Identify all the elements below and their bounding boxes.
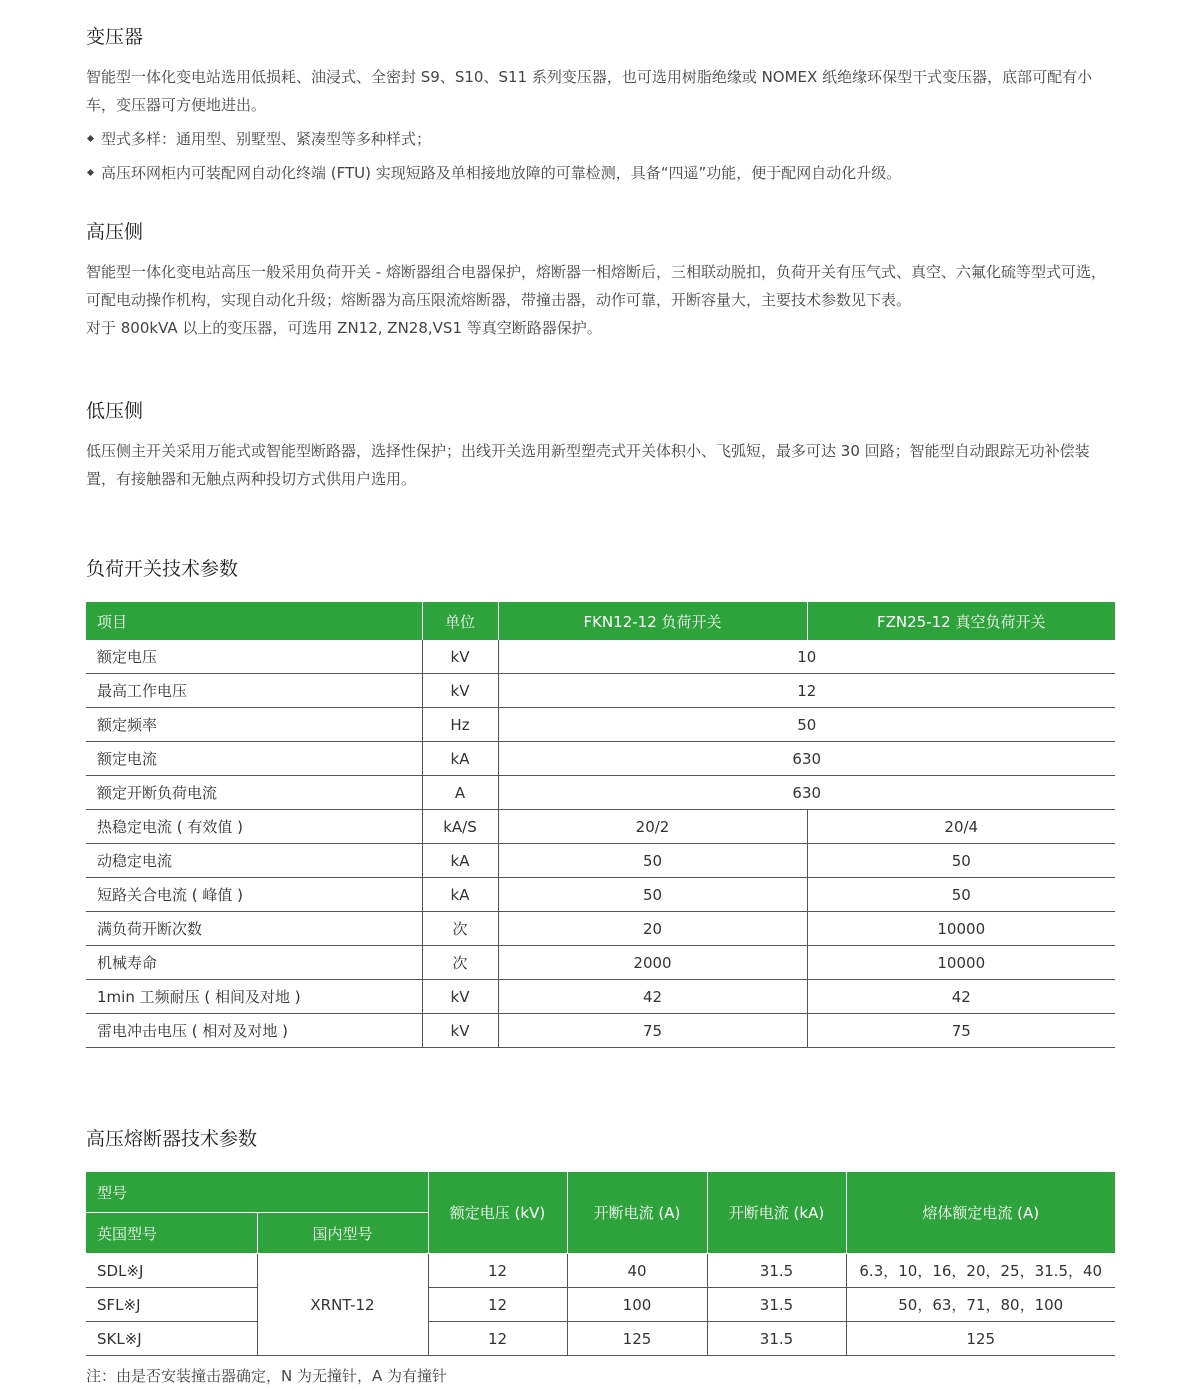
hv-side-paragraph: 智能型一体化变电站高压一般采用负荷开关 - 熔断器组合电器保护，熔断器一相熔断后，三相联动脱扣，负荷开关有压气式、真空、六氟化硫等型式可选，可配电动操作机构，实现自动化升级；熔断器为高压限流熔断器，带撞击器，动作可靠，开断容量大，主要技术参数见下表。	[86, 263, 1106, 309]
table-row: 热稳定电流 ( 有效值 ) kA/S 20/2 20/4	[86, 810, 1115, 844]
table-row: 短路关合电流 ( 峰值 ) kA 50 50	[86, 878, 1115, 912]
lv-side-paragraph: 低压侧主开关采用万能式或智能型断路器，选择性保护；出线开关选用新型塑壳式开关体积小、飞弧短，最多可达 30 回路；智能型自动跟踪无功补偿装置，有接触器和无触点两种投切方式供用户选用。	[86, 442, 1090, 488]
header-voltage: 额定电压 (kV)	[428, 1172, 567, 1254]
header-break-ka: 开断电流 (kA)	[707, 1172, 846, 1254]
table-row: 满负荷开断次数 次 20 10000	[86, 912, 1115, 946]
table-row: 机械寿命 次 2000 10000	[86, 946, 1115, 980]
fuse-table	[86, 1171, 1115, 1356]
header-melt: 熔体额定电流 (A)	[846, 1172, 1115, 1254]
table-header-row	[86, 602, 1115, 640]
header-break-a: 开断电流 (A)	[567, 1172, 707, 1254]
fuse-note: 注：由是否安装撞击器确定，N 为无撞针，A 为有撞针	[86, 1367, 448, 1385]
bullet-item: 高压环网柜内可装配网自动化终端 (FTU) 实现短路及单相接地放障的可靠检测，具备“四遥”功能，便于配网自动化升级。	[86, 159, 901, 187]
table-row: 额定开断负荷电流 A 630	[86, 776, 1115, 810]
load-switch-table	[86, 602, 1115, 1048]
table-row: 动稳定电流 kA 50 50	[86, 844, 1115, 878]
section-title-fuse: 高压熔断器技术参数	[86, 1128, 258, 1150]
table-header-row	[86, 1172, 1115, 1213]
header-model: 型号	[86, 1172, 428, 1213]
hv-side-paragraph-2: 对于 800kVA 以上的变压器，可选用 ZN12, ZN28,VS1 等真空断路器保护。	[86, 319, 602, 337]
section-title-lv-side: 低压侧	[86, 400, 144, 422]
table-row: 最高工作电压 kV 12	[86, 674, 1115, 708]
transformer-paragraph: 智能型一体化变电站选用低损耗、油浸式、全密封 S9、S10、S11 系列变压器，也可选用树脂绝缘或 NOMEX 纸绝缘环保型干式变压器，底部可配有小车，变压器可方便地进出。	[86, 68, 1093, 114]
table-row: SFL※J 12 100 31.5 50，63，71，80，100	[86, 1288, 1115, 1322]
header-fzn25: FZN25-12 真空负荷开关	[807, 602, 1115, 640]
section-title-load-switch: 负荷开关技术参数	[86, 558, 239, 580]
section-title-transformer: 变压器	[86, 26, 144, 48]
header-unit: 单位	[422, 602, 498, 640]
cn-model-cell: XRNT-12	[257, 1254, 428, 1356]
table-row: SDL※J XRNT-12 12 40 31.5 6.3，10，16，20，25，31.5，40	[86, 1254, 1115, 1288]
table-row: 雷电冲击电压 ( 相对及对地 ) kV 75 75	[86, 1014, 1115, 1048]
table-row: 额定电流 kA 630	[86, 742, 1115, 776]
section-title-hv-side: 高压侧	[86, 221, 144, 243]
header-fkn12: FKN12-12 负荷开关	[498, 602, 807, 640]
header-item: 项目	[86, 602, 422, 640]
table-row: 额定电压 kV 10	[86, 640, 1115, 674]
header-uk-model: 英国型号	[86, 1213, 257, 1254]
table-row: 额定频率 Hz 50	[86, 708, 1115, 742]
diamond-bullet-icon	[87, 135, 94, 142]
header-cn-model: 国内型号	[257, 1213, 428, 1254]
table-row: 1min 工频耐压 ( 相间及对地 ) kV 42 42	[86, 980, 1115, 1014]
bullet-item: 型式多样：通用型、别墅型、紧凑型等多种样式；	[86, 125, 431, 153]
diamond-bullet-icon	[87, 169, 94, 176]
table-row: SKL※J 12 125 31.5 125	[86, 1322, 1115, 1356]
